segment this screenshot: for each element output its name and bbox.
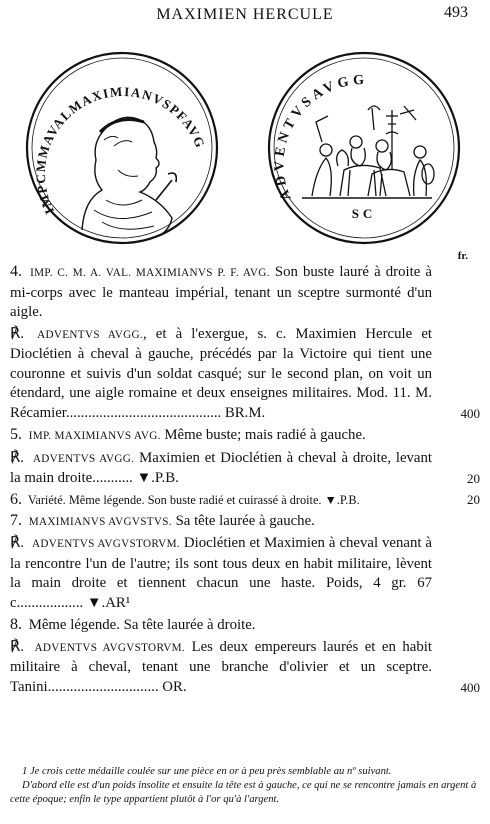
- entry-number: 4.: [10, 263, 22, 280]
- reverse-symbol: ℟.: [10, 535, 25, 551]
- entry-number: 6.: [10, 490, 22, 508]
- page-header: [0, 6, 490, 28]
- rating-value: 400: [460, 405, 480, 421]
- entry-description: Même buste; mais radié à gauche.: [164, 427, 366, 443]
- entry-description: Même légende. Sa tête laurée à droite.: [28, 617, 256, 633]
- entry-number: 8.: [10, 616, 22, 633]
- catalogue-entries: [10, 262, 480, 699]
- rating-value: 20: [467, 491, 480, 507]
- reverse-exergue: SC: [351, 206, 377, 221]
- entry-description: Dioclétien et Maximien à cheval venant à la rencontre l'un de l'autre; ils sont tous deux en habit militaire, lèvent la main droite et tiennent chacun une haste. Poids, 4 gr. 67 c.................. ▼.AR¹: [10, 535, 432, 611]
- entry-number: 5.: [10, 426, 22, 443]
- coin-legend: ADVENTVS AVGG.: [37, 328, 143, 341]
- coin-legend: ADVENTVS AVGVSTORVM.: [34, 641, 186, 654]
- entry-description: Maximien et Dioclétien à cheval à droite, levant la main droite........... ▼.P.B.: [10, 449, 432, 486]
- coin-legend: ADVENTVS AVGVSTORVM.: [31, 538, 180, 550]
- entry-description: Sa tête laurée à gauche.: [175, 512, 315, 529]
- entry-6-variety: [10, 491, 480, 509]
- entry-4-obverse: [10, 262, 480, 323]
- reverse-symbol: ℟.: [10, 449, 25, 466]
- coin-legend: ADVENTVS AVGG.: [32, 452, 135, 465]
- entry-description: Les deux empereurs laurés et en habit militaire à cheval, tenant une branche d'olivier et un sceptre. Tanini.............................. OR.: [10, 638, 432, 695]
- entry-number: 7.: [10, 511, 22, 529]
- entry-8-reverse: [10, 638, 480, 698]
- entry-5-reverse: [10, 449, 480, 489]
- footnote-line: D'abord elle est d'un poids insolite et ensuite la tête est à gauche, ce qui ne se rencontre jamais en argent à cette époque; enfin le type appartient plutôt à l'or qu'à l'argent.: [10, 780, 477, 805]
- reverse-symbol: ℟.: [10, 325, 25, 342]
- entry-7-reverse: [10, 534, 480, 613]
- entry-description: Variété. Même légende. Son buste radié et cuirassé à droite. ▼.P.B.: [27, 492, 360, 507]
- entry-7-obverse: [10, 511, 480, 533]
- coin-legend: MAXIMIANVS AVGVSTVS.: [28, 515, 172, 528]
- rating-value: 400: [460, 679, 480, 695]
- entry-5-obverse: [10, 425, 480, 447]
- coin-obverse: [22, 50, 222, 250]
- rating-value: 20: [467, 471, 480, 486]
- reverse-symbol: ℟.: [10, 638, 25, 655]
- entry-8-obverse: [10, 615, 480, 636]
- currency-column-label: fr.: [457, 250, 468, 262]
- entry-description: Son buste lauré à droite à mi-corps avec le manteau impérial, tenant un sceptre surmonté d'un aigle.: [10, 264, 432, 320]
- running-title: MAXIMIEN HERCULE: [156, 6, 334, 23]
- coin-legend: IMP. MAXIMIANVS AVG.: [28, 430, 161, 442]
- footnote-line: 1 Je crois cette médaille coulée sur une pièce en or à peu près semblable au nº suivant.: [22, 766, 392, 777]
- coin-legend: IMP. C. M. A. VAL. MAXIMIANVS P. F. AVG.: [30, 267, 270, 279]
- page-number: 493: [444, 4, 468, 21]
- entry-description: , et à l'exergue, s. c. Maximien Hercule et Dioclétien à cheval à gauche, précédés par la Victoire qui tient une couronne et suivis d'un soldat casqué; sur le second plan, on voit un étendard, une aigle romaine et deux enseignes militaires. Mod. 11. M. Récamier.......................................... BR.M.: [10, 325, 433, 421]
- obverse-legend: IMPCMMAVALMAXIMIANVSPFAVG: [32, 83, 209, 217]
- footnote: [10, 765, 480, 807]
- entry-4-reverse: [10, 325, 480, 424]
- coin-reverse: [264, 50, 464, 250]
- reverse-legend: ADVENTVSAVGG: [272, 72, 369, 203]
